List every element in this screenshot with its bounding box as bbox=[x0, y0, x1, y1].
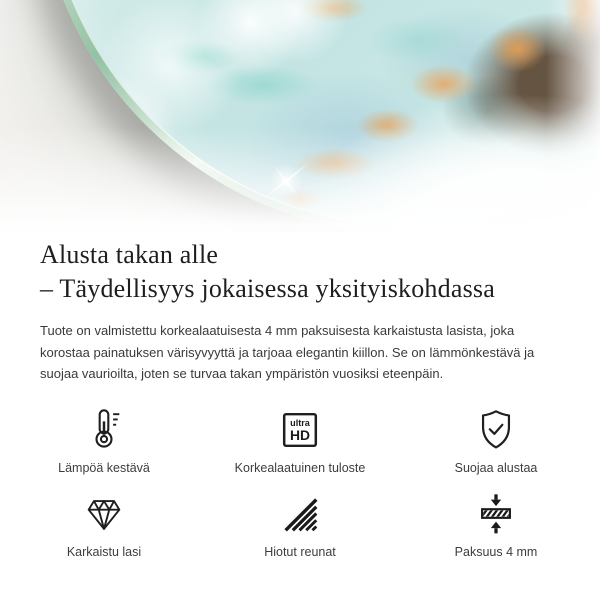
section-title-line1: Alusta takan alle bbox=[40, 240, 219, 269]
ultra-hd-badge-top: ultra bbox=[290, 417, 310, 428]
feature-label: Paksuus 4 mm bbox=[454, 544, 538, 559]
ultra-hd-badge-bottom: HD bbox=[289, 426, 311, 443]
section-content bbox=[0, 238, 600, 385]
section-title bbox=[40, 238, 560, 306]
description-text: Tuote on valmistettu korkealaatuisesta 4 mm paksuisesta karkaistusta lasista, joka korostaa painatuksen värisyvyyttä ja tarjoaa elegantin kiillon. Se on lämmönkestävä ja suojaa vaurioilta, joten se turvaa takan ympäristön vuosiksi eteenpäin. bbox=[40, 323, 535, 381]
feature-thickness bbox=[398, 491, 594, 559]
product-photo bbox=[0, 0, 600, 232]
ultra-hd-icon bbox=[277, 407, 323, 453]
section-title-line2: – Täydellisyys jokaisessa yksityiskohdassa bbox=[40, 274, 495, 303]
feature-protects-base bbox=[398, 407, 594, 475]
feature-grid bbox=[0, 407, 600, 559]
diamond-icon bbox=[81, 491, 127, 537]
marble-artwork bbox=[46, 0, 600, 225]
feature-label: Suojaa alustaa bbox=[454, 460, 538, 475]
feature-polished-edges bbox=[202, 491, 398, 559]
thermometer-icon bbox=[81, 407, 127, 453]
shield-check-icon bbox=[473, 407, 519, 453]
feature-label: Karkaistu lasi bbox=[66, 544, 142, 559]
feature-label: Korkealaatuinen tuloste bbox=[234, 460, 366, 475]
thickness-icon bbox=[473, 491, 519, 537]
feature-tempered-glass bbox=[6, 491, 202, 559]
feature-heat-resistant bbox=[6, 407, 202, 475]
glass-panel bbox=[37, 0, 600, 232]
feature-print-quality bbox=[202, 407, 398, 475]
polished-edge-icon bbox=[277, 491, 323, 537]
feature-label: Lämpöä kestävä bbox=[58, 460, 150, 475]
feature-label: Hiotut reunat bbox=[264, 544, 336, 559]
